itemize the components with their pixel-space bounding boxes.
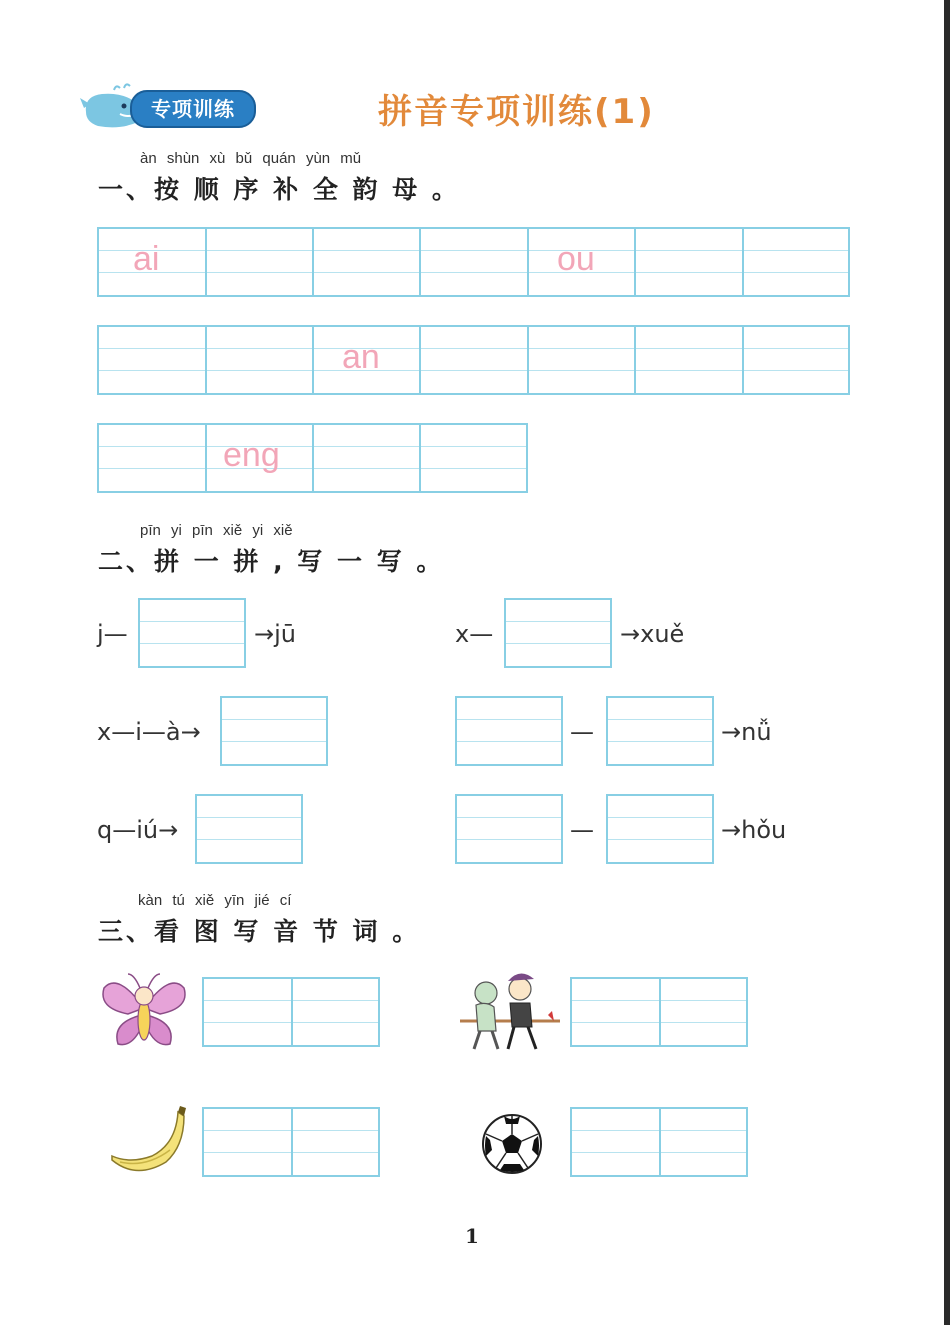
soccer-ball-icon: [480, 1112, 544, 1176]
answer-soccer-ball[interactable]: [570, 1107, 748, 1177]
item6-box-a[interactable]: [455, 794, 563, 864]
hint-an: an: [342, 338, 380, 376]
item6-dash: —: [570, 816, 594, 844]
item2-box[interactable]: [504, 598, 612, 668]
section1-heading: 一、按 顺 序 补 全 韵 母 。: [98, 175, 460, 204]
page-number: 1: [465, 1224, 479, 1248]
page-edge: [944, 0, 950, 1325]
item5-prefix: q—iú→: [97, 816, 179, 844]
section3-pinyin: kàn tú xiě yīn jié cí: [138, 892, 292, 909]
item4-box-b[interactable]: [606, 696, 714, 766]
badge-label: 专项训练: [130, 90, 256, 128]
item3-box[interactable]: [220, 696, 328, 766]
item6-box-b[interactable]: [606, 794, 714, 864]
item2-prefix: x—: [455, 620, 494, 648]
answer-banana[interactable]: [202, 1107, 380, 1177]
item1-box[interactable]: [138, 598, 246, 668]
item6-suffix: →hǒu: [721, 816, 787, 844]
writing-row-1[interactable]: [97, 227, 850, 297]
section3-heading: 三、看 图 写 音 节 词 。: [98, 917, 421, 946]
item2-suffix: →xuě: [620, 620, 685, 648]
item4-dash: —: [570, 718, 594, 746]
item4-box-a[interactable]: [455, 696, 563, 766]
section-badge: [80, 78, 260, 130]
answer-tug-of-war[interactable]: [570, 977, 748, 1047]
tug-of-war-icon: [458, 965, 562, 1055]
section2-heading: 二、拼 一 拼 , 写 一 写 。: [98, 547, 445, 576]
banana-icon: [106, 1106, 190, 1182]
item5-box[interactable]: [195, 794, 303, 864]
section1-pinyin: àn shùn xù bǔ quán yùn mǔ: [140, 150, 362, 167]
hint-ou: ou: [557, 240, 595, 278]
page-title: 拼音专项训练(1): [378, 92, 655, 132]
item1-suffix: →jū: [254, 620, 296, 648]
item3-prefix: x—i—à→: [97, 718, 201, 746]
item1-prefix: j—: [97, 620, 128, 648]
hint-ai: ai: [133, 240, 160, 278]
answer-butterfly[interactable]: [202, 977, 380, 1047]
butterfly-icon: [98, 968, 190, 1056]
hint-eng: eng: [223, 436, 280, 474]
item4-suffix: →nǚ: [721, 718, 772, 746]
section2-pinyin: pīn yi pīn xiě yi xiě: [140, 522, 293, 539]
writing-row-3[interactable]: [97, 423, 528, 493]
writing-row-2[interactable]: [97, 325, 850, 395]
